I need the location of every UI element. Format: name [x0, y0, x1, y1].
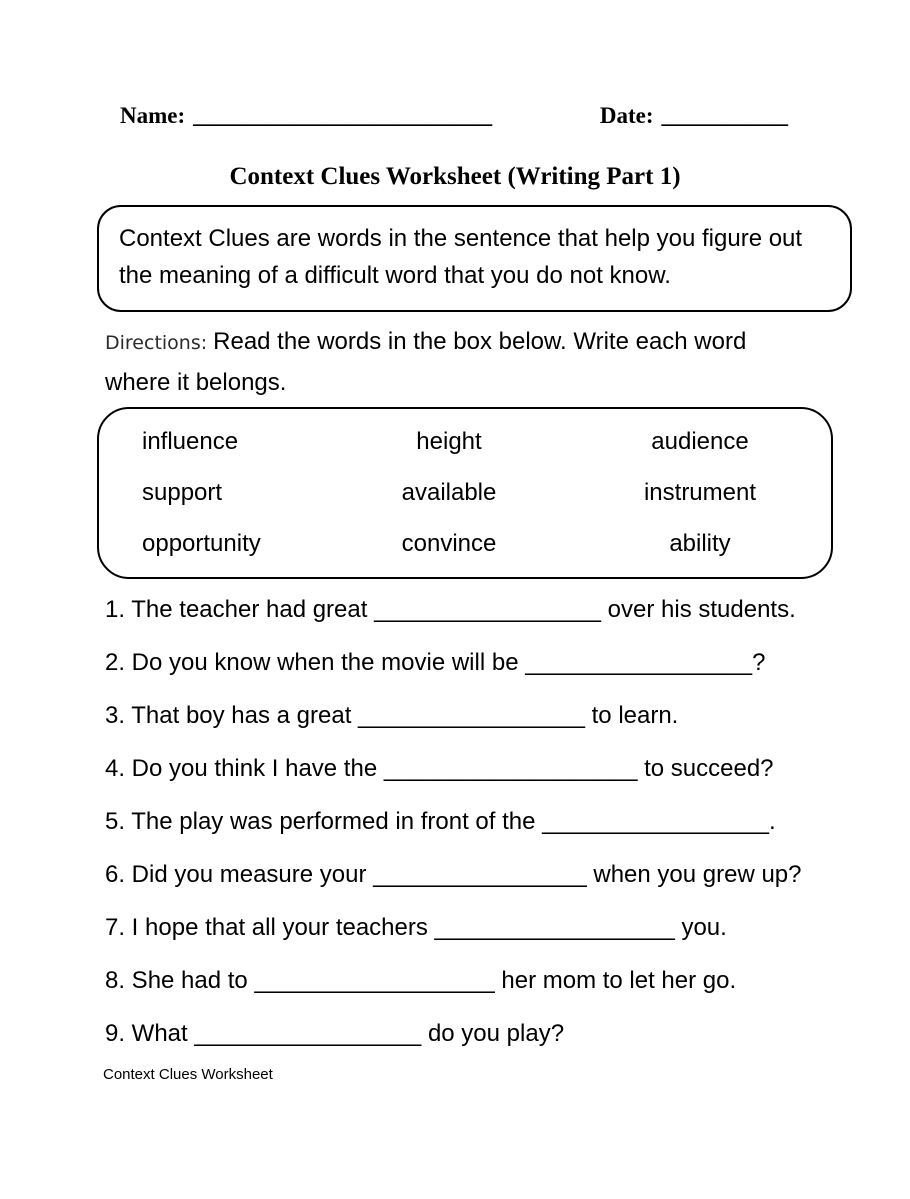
footer-text: Context Clues Worksheet	[103, 1066, 273, 1083]
directions	[105, 322, 765, 402]
word-bank-word: support	[142, 478, 223, 506]
question-item: 1. The teacher had great _________________ over his students.	[105, 596, 796, 623]
question-item: 5. The play was performed in front of the _________________.	[105, 808, 776, 835]
question-item: 2. Do you know when the movie will be _________________?	[105, 649, 766, 676]
name-label: Name:	[120, 103, 186, 128]
word-bank-word: instrument	[643, 478, 757, 506]
question-item: 7. I hope that all your teachers __________________ you.	[105, 914, 727, 941]
date-blank-line: ___________	[661, 103, 788, 128]
word-bank-word: opportunity	[142, 530, 261, 558]
word-bank-word: height	[416, 427, 482, 455]
word-bank-word: audience	[651, 427, 749, 455]
header-row	[120, 103, 788, 129]
question-item: 6. Did you measure your ________________ when you grew up?	[105, 861, 802, 888]
name-field	[120, 103, 492, 129]
directions-text: Read the words in the box below. Write each word where it belongs.	[105, 328, 747, 396]
question-item: 3. That boy has a great _________________ to learn.	[105, 702, 679, 729]
page-title: Context Clues Worksheet (Writing Part 1)	[229, 163, 681, 190]
question-list	[105, 598, 865, 1075]
word-bank-word: ability	[669, 530, 731, 558]
word-bank-word: convince	[401, 530, 497, 558]
definition-text: Context Clues are words in the sentence that help you figure out the meaning of a difficult word that you do not know.	[119, 225, 803, 289]
word-bank-word: available	[401, 478, 497, 506]
name-blank-line: __________________________	[193, 103, 493, 128]
date-label: Date:	[599, 103, 654, 128]
word-bank-word: influence	[142, 427, 239, 455]
question-item: 4. Do you think I have the ___________________ to succeed?	[105, 755, 774, 782]
word-bank-box	[97, 407, 833, 579]
definition-box	[97, 205, 852, 312]
directions-label: Directions:	[105, 332, 208, 354]
question-item: 8. She had to __________________ her mom to let her go.	[105, 967, 737, 994]
question-item: 9. What _________________ do you play?	[105, 1020, 565, 1047]
date-field	[600, 103, 788, 129]
